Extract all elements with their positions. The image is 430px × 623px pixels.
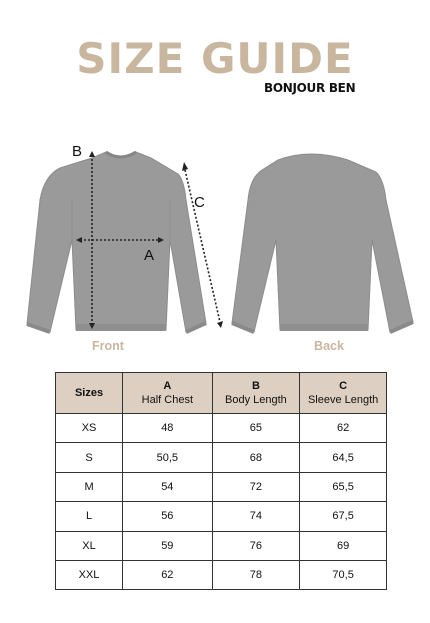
size-cell: M [56,472,123,501]
sizes-header: Sizes [56,373,123,414]
table-row [56,531,387,560]
size-table [55,372,387,590]
size-cell: L [56,502,123,531]
sleeve-length-cell: 62 [300,414,387,443]
body-length-cell: 68 [212,443,300,472]
sleeve-length-cell: 67,5 [300,502,387,531]
garment-illustration [0,140,430,340]
front-caption: Front [92,339,124,353]
half-chest-cell: 48 [123,414,213,443]
body-length-cell: 72 [212,472,300,501]
sleeve-length-cell: 64,5 [300,443,387,472]
body-length-cell: 78 [212,560,300,589]
half-chest-cell: 50,5 [123,443,213,472]
size-cell: XXL [56,560,123,589]
table-row [56,472,387,501]
size-cell: XL [56,531,123,560]
column-label: Body Length [225,394,287,406]
marker-a: A [144,247,155,264]
sleeve-length-cell: 70,5 [300,560,387,589]
marker-b: B [72,143,83,160]
back-caption: Back [314,339,344,353]
half-chest-cell: 59 [123,531,213,560]
half-chest-cell: 54 [123,472,213,501]
column-label: Sleeve Length [307,394,379,406]
column-letter: B [251,380,260,392]
sleeve-length-cell: 69 [300,531,387,560]
brand-logo-text: BONJOUR BEN [264,81,356,95]
half-chest-header [123,373,213,414]
page-title: SIZE GUIDE [76,34,354,83]
half-chest-cell: 56 [123,502,213,531]
front-sweatshirt [27,152,206,332]
back-sweatshirt [232,154,413,332]
table-row [56,502,387,531]
marker-c: C [194,194,205,211]
column-letter: A [163,380,172,392]
table-row [56,443,387,472]
size-cell: XS [56,414,123,443]
body-length-cell: 74 [212,502,300,531]
column-label: Half Chest [141,394,193,406]
sleeve-length-header [300,373,387,414]
body-length-cell: 76 [212,531,300,560]
sleeve-length-cell: 65,5 [300,472,387,501]
body-length-cell: 65 [212,414,300,443]
table-row [56,414,387,443]
half-chest-cell: 62 [123,560,213,589]
table-header-row [56,373,387,414]
body-length-header [212,373,300,414]
column-letter: C [339,380,348,392]
size-cell: S [56,443,123,472]
table-row [56,560,387,589]
